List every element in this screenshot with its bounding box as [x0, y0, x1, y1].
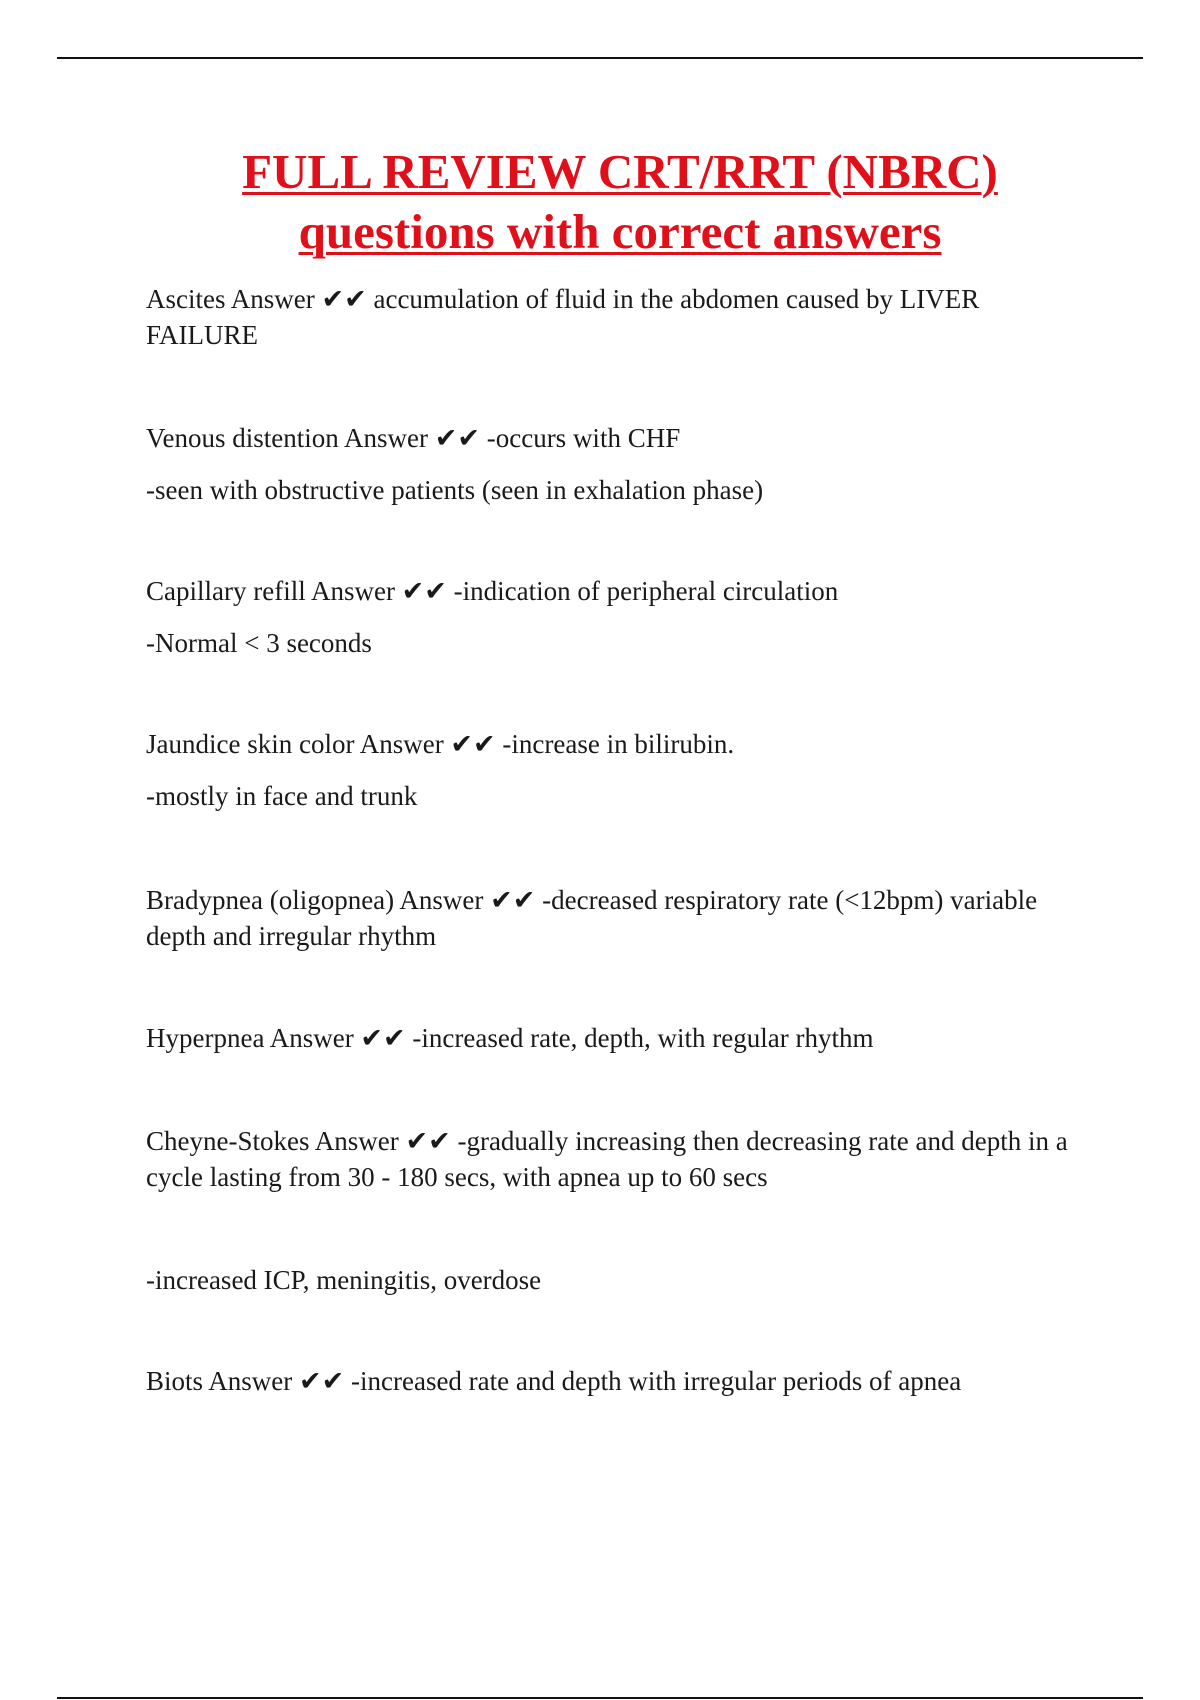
qa-entry-cheyne-stokes-causes — [146, 1262, 1086, 1298]
header-rule — [57, 57, 1143, 59]
title-line-1: FULL REVIEW CRT/RRT (NBRC) — [242, 144, 998, 199]
entry-line: Jaundice skin color Answer ✔✔ -increase in bilirubin. — [146, 729, 735, 759]
footer-rule — [57, 1697, 1143, 1699]
document-title — [100, 142, 1140, 262]
qa-entry-cheyne-stokes — [146, 1123, 1086, 1195]
qa-entry-capillary-refill — [146, 573, 1086, 661]
entry-line: Hyperpnea Answer ✔✔ -increased rate, depth, with regular rhythm — [146, 1023, 874, 1053]
entry-line: -mostly in face and trunk — [146, 781, 418, 811]
entry-line: -seen with obstructive patients (seen in exhalation phase) — [146, 475, 764, 505]
qa-entry-hyperpnea — [146, 1020, 1086, 1056]
entry-line: -increased ICP, meningitis, overdose — [146, 1265, 542, 1295]
entry-line: -Normal < 3 seconds — [146, 628, 372, 658]
entry-line: Biots Answer ✔✔ -increased rate and depth with irregular periods of apnea — [146, 1366, 962, 1396]
qa-entry-ascites — [146, 281, 1086, 353]
qa-entry-venous-distention — [146, 420, 1086, 508]
qa-entry-bradypnea — [146, 882, 1086, 954]
entry-line: Ascites Answer ✔✔ accumulation of fluid in the abdomen caused by LIVER FAILURE — [146, 284, 980, 350]
qa-entry-jaundice — [146, 726, 1086, 814]
entry-line: Venous distention Answer ✔✔ -occurs with CHF — [146, 423, 681, 453]
entry-line: Bradypnea (oligopnea) Answer ✔✔ -decreased respiratory rate (<12bpm) variable depth and irregular rhythm — [146, 885, 1038, 951]
qa-entry-biots — [146, 1363, 1086, 1399]
title-line-2: questions with correct answers — [298, 204, 942, 259]
entry-line: Capillary refill Answer ✔✔ -indication of peripheral circulation — [146, 576, 839, 606]
entry-line: Cheyne-Stokes Answer ✔✔ -gradually increasing then decreasing rate and depth in a cycle lasting from 30 - 180 secs, with apnea up to 60 secs — [146, 1126, 1068, 1192]
